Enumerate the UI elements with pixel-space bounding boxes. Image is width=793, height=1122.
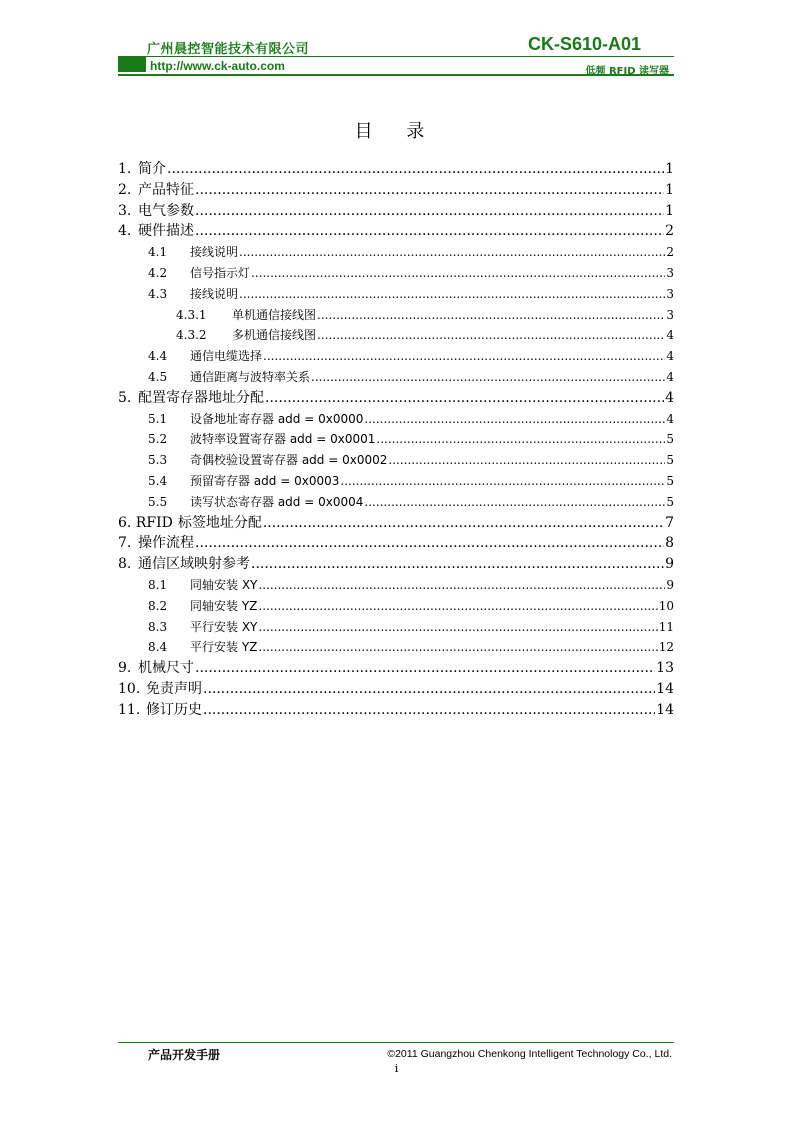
toc-entry[interactable]: [118, 700, 674, 721]
table-of-contents: [118, 159, 674, 721]
toc-entry-title: 预留寄存器 add = 0x0003: [190, 473, 340, 488]
toc-entry-title: 同轴安装 YZ: [190, 598, 258, 613]
toc-entry-page: 3: [666, 307, 674, 322]
toc-entry-number: 4.3.1: [176, 307, 207, 322]
toc-entry[interactable]: [118, 305, 674, 326]
footer-manual-title: 产品开发手册: [148, 1048, 221, 1062]
toc-entry[interactable]: [118, 180, 674, 201]
toc-entry-page: 9: [666, 577, 674, 592]
toc-entry[interactable]: [118, 221, 674, 242]
toc-entry-page: 4: [666, 349, 674, 364]
toc-entry-number: 3.: [118, 202, 132, 219]
toc-entry-title: 平行安装 YZ: [190, 640, 258, 655]
toc-entry-number: 8.2: [148, 598, 168, 613]
header-green-block: [118, 57, 146, 72]
toc-entry-number: 8.1: [148, 577, 168, 592]
toc-entry-page: 2: [666, 245, 674, 260]
toc-entry-page: 13: [656, 660, 674, 677]
toc-dot-leader: [258, 596, 657, 617]
header-product-name: 低频 RFID 读写器: [585, 66, 669, 77]
toc-entry-page: 4: [666, 411, 674, 426]
toc-entry[interactable]: [118, 242, 674, 263]
toc-entry[interactable]: [118, 284, 674, 305]
toc-entry-number: 5.3: [148, 453, 168, 468]
toc-entry-title: 通信区域映射参考: [138, 556, 250, 573]
toc-entry-number: 8.3: [148, 619, 168, 634]
toc-entry-page: 2: [665, 223, 674, 240]
toc-entry-page: 8: [665, 535, 674, 552]
toc-entry-page: 10: [658, 598, 674, 613]
toc-entry-number: 4.1: [148, 245, 168, 260]
toc-entry[interactable]: [118, 533, 674, 554]
toc-entry-title: 同轴安装 XY: [190, 577, 258, 592]
toc-entry-title: 简介: [138, 161, 166, 177]
toc-entry-page: 4: [666, 328, 674, 343]
toc-entry-page: 9: [665, 556, 674, 573]
toc-entry-title: 机械尺寸: [138, 660, 194, 677]
toc-entry[interactable]: [118, 637, 674, 658]
toc-dot-leader: [203, 679, 655, 700]
toc-entry-page: 1: [665, 181, 674, 198]
toc-entry-number: 4.4: [148, 349, 168, 364]
header-company-name: 广州晨控智能技术有限公司: [147, 42, 310, 57]
footer-page-number: i: [394, 1062, 399, 1075]
toc-entry-title: 修订历史: [146, 701, 202, 718]
toc-entry-title: 信号指示灯: [190, 265, 251, 280]
toc-entry-title: 多机通信接线图: [232, 328, 317, 343]
toc-entry-page: 5: [666, 473, 674, 488]
toc-dot-leader: [251, 263, 665, 284]
toc-entry-title: 操作流程: [138, 535, 194, 552]
toc-dot-leader: [340, 471, 665, 492]
toc-dot-leader: [239, 284, 665, 305]
toc-entry[interactable]: [118, 492, 674, 513]
toc-entry-title: 单机通信接线图: [232, 307, 317, 322]
toc-dot-leader: [317, 325, 665, 346]
toc-entry-number: 5.1: [148, 411, 168, 426]
toc-dot-leader: [195, 180, 664, 201]
toc-entry-title: 读写状态寄存器 add = 0x0004: [190, 494, 364, 509]
toc-entry-title: 设备地址寄存器 add = 0x0000: [190, 411, 364, 426]
toc-entry-number: 8.: [118, 556, 132, 573]
toc-entry-title: 配置寄存器地址分配: [138, 389, 264, 406]
toc-dot-leader: [364, 492, 665, 513]
toc-entry[interactable]: [118, 409, 674, 430]
toc-entry-number: 4.2: [148, 265, 168, 280]
header-model-number: CK-S610-A01: [527, 34, 641, 54]
toc-entry-title: 平行安装 XY: [190, 619, 258, 634]
toc-entry-number: 6. RFID: [118, 514, 173, 531]
footer-copyright: ©2011 Guangzhou Chenkong Intelligent Technology Co., Ltd.: [387, 1048, 672, 1060]
toc-entry[interactable]: [118, 679, 674, 700]
toc-entry-title: 通信电缆选择: [190, 349, 263, 364]
toc-entry-number: 4.3.2: [176, 328, 207, 343]
toc-entry-page: 5: [666, 432, 674, 447]
toc-dot-leader: [167, 159, 664, 180]
toc-entry-page: 1: [665, 161, 674, 177]
toc-entry[interactable]: [118, 201, 674, 222]
toc-entry-number: 5.2: [148, 432, 168, 447]
toc-entry-number: 1.: [118, 161, 132, 177]
toc-entry-page: 3: [666, 265, 674, 280]
toc-entry-number: 9.: [118, 660, 132, 677]
toc-entry-page: 7: [665, 514, 674, 531]
header-website-url: http://www.ck-auto.com: [150, 59, 285, 73]
toc-dot-leader: [317, 305, 665, 326]
toc-entry-number: 5.5: [148, 494, 168, 509]
toc-entry-page: 14: [656, 680, 674, 697]
toc-dot-leader: [195, 533, 664, 554]
toc-dot-leader: [203, 700, 655, 721]
toc-entry[interactable]: [118, 429, 674, 450]
toc-entry-page: 5: [666, 494, 674, 509]
toc-dot-leader: [376, 429, 665, 450]
toc-dot-leader: [239, 242, 665, 263]
toc-entry-number: 5.: [118, 389, 132, 406]
toc-dot-leader: [364, 409, 665, 430]
toc-entry-page: 11: [658, 619, 674, 634]
toc-entry[interactable]: [118, 159, 674, 180]
toc-entry[interactable]: [118, 554, 674, 575]
toc-entry-page: 5: [666, 453, 674, 468]
toc-entry[interactable]: [118, 367, 674, 388]
footer-rule: [118, 1042, 674, 1043]
toc-entry-page: 12: [658, 640, 674, 655]
toc-dot-leader: [195, 658, 655, 679]
toc-entry[interactable]: [118, 658, 674, 679]
toc-entry-title: 奇偶校验设置寄存器 add = 0x0002: [190, 453, 388, 468]
toc-entry-number: 8.4: [148, 640, 168, 655]
toc-entry-number: 4.3: [148, 286, 168, 301]
toc-dot-leader: [258, 575, 665, 596]
toc-entry[interactable]: [118, 325, 674, 346]
toc-entry[interactable]: [118, 617, 674, 638]
toc-entry-number: 7.: [118, 535, 132, 552]
toc-entry[interactable]: [118, 388, 674, 409]
toc-entry[interactable]: [118, 575, 674, 596]
toc-dot-leader: [388, 450, 665, 471]
toc-dot-leader: [195, 201, 664, 222]
toc-entry-page: 4: [666, 369, 674, 384]
toc-entry-number: 2.: [118, 181, 132, 198]
toc-entry-page: 1: [665, 202, 674, 219]
toc-entry-title: 电气参数: [138, 202, 194, 219]
header-bottom-rule: [118, 74, 674, 76]
toc-entry-number: 5.4: [148, 473, 168, 488]
toc-entry[interactable]: [118, 513, 674, 534]
toc-entry[interactable]: [118, 263, 674, 284]
toc-entry-page: 3: [666, 286, 674, 301]
toc-entry-number: 10.: [118, 680, 141, 697]
toc-dot-leader: [258, 617, 657, 638]
toc-entry-title: 标签地址分配: [177, 514, 262, 531]
toc-entry-title: 硬件描述: [138, 223, 194, 240]
toc-dot-leader: [251, 554, 664, 575]
toc-title: 目 录: [354, 121, 439, 142]
toc-entry[interactable]: [118, 471, 674, 492]
toc-entry[interactable]: [118, 596, 674, 617]
toc-dot-leader: [195, 221, 664, 242]
toc-entry-title: 波特率设置寄存器 add = 0x0001: [190, 432, 376, 447]
toc-entry[interactable]: [118, 346, 674, 367]
toc-entry-number: 11.: [118, 701, 141, 718]
toc-dot-leader: [263, 513, 664, 534]
toc-entry-page: 14: [656, 701, 674, 718]
toc-dot-leader: [311, 367, 665, 388]
toc-entry-title: 接线说明: [190, 286, 239, 301]
toc-dot-leader: [258, 637, 657, 658]
toc-entry-page: 4: [665, 389, 674, 406]
toc-entry-title: 免责声明: [146, 680, 202, 697]
toc-entry-title: 通信距离与波特率关系: [190, 369, 311, 384]
toc-entry[interactable]: [118, 450, 674, 471]
toc-dot-leader: [265, 388, 664, 409]
toc-dot-leader: [263, 346, 665, 367]
toc-entry-number: 4.: [118, 223, 132, 240]
header-rule: [118, 56, 674, 57]
toc-entry-number: 4.5: [148, 369, 168, 384]
toc-entry-title: 产品特征: [138, 181, 194, 198]
toc-entry-title: 接线说明: [190, 245, 239, 260]
